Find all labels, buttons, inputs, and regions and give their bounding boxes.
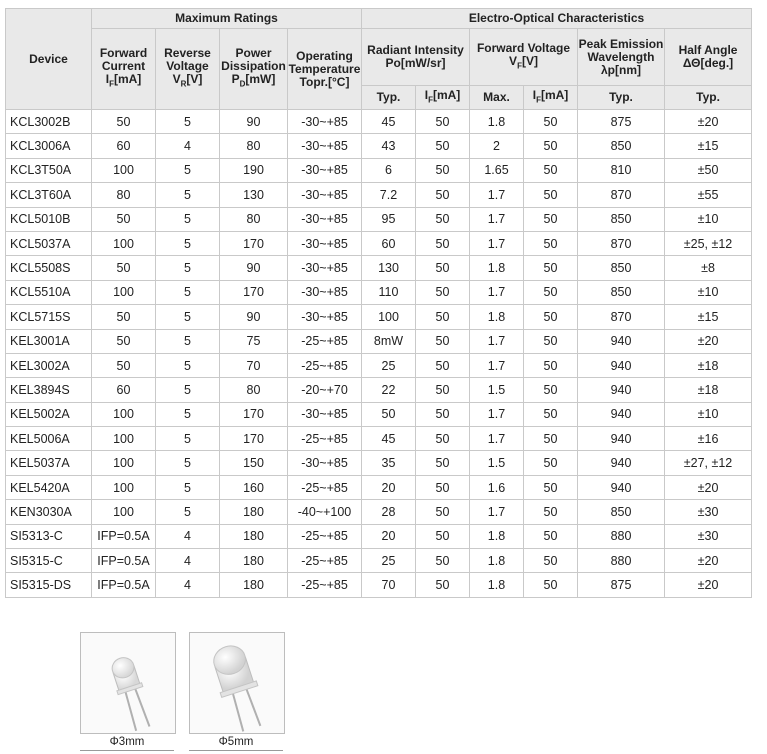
power-dissipation-cell: 70 bbox=[220, 353, 288, 377]
forward-voltage-cell: 1.6 bbox=[470, 475, 524, 499]
forward-current-cell: 100 bbox=[92, 402, 156, 426]
device-cell: KCL5715S bbox=[6, 305, 92, 329]
peak-wavelength-cell: 875 bbox=[578, 573, 665, 597]
radiant-intensity-cell: 130 bbox=[362, 256, 416, 280]
reverse-voltage-cell: 5 bbox=[156, 500, 220, 524]
forward-current-cell: IFP=0.5A bbox=[92, 549, 156, 573]
operating-temp-cell: -25~+85 bbox=[288, 524, 362, 548]
forward-current-cell: 50 bbox=[92, 353, 156, 377]
operating-temp-cell: -40~+100 bbox=[288, 500, 362, 524]
device-cell: KCL3T60A bbox=[6, 183, 92, 207]
header-forward-voltage: Forward Voltage $V_F[V]$ bbox=[470, 29, 578, 86]
half-angle-cell: ±10 bbox=[665, 207, 752, 231]
device-cell: KEL3001A bbox=[6, 329, 92, 353]
half-angle-cell: ±18 bbox=[665, 378, 752, 402]
vf-if-cell: 50 bbox=[524, 158, 578, 182]
header-power-dissipation: Power Dissipation $P_D[mW]$ bbox=[220, 29, 288, 110]
power-dissipation-cell: 180 bbox=[220, 500, 288, 524]
forward-current-cell: 50 bbox=[92, 207, 156, 231]
device-cell: KEL5002A bbox=[6, 402, 92, 426]
reverse-voltage-cell: 5 bbox=[156, 305, 220, 329]
peak-wavelength-cell: 850 bbox=[578, 280, 665, 304]
table-row bbox=[6, 402, 752, 426]
radiant-intensity-cell: 50 bbox=[362, 402, 416, 426]
peak-wavelength-cell: 850 bbox=[578, 500, 665, 524]
table-row bbox=[6, 158, 752, 182]
device-cell: KCL5037A bbox=[6, 231, 92, 255]
device-cell: KCL5510A bbox=[6, 280, 92, 304]
table-row bbox=[6, 353, 752, 377]
table-row bbox=[6, 378, 752, 402]
forward-voltage-cell: 1.7 bbox=[470, 183, 524, 207]
vf-if-cell: 50 bbox=[524, 207, 578, 231]
radiant-intensity-cell: 6 bbox=[362, 158, 416, 182]
subheader-wl-typ: Typ. bbox=[578, 86, 665, 110]
operating-temp-cell: -25~+85 bbox=[288, 475, 362, 499]
radiant-intensity-cell: 22 bbox=[362, 378, 416, 402]
led-3mm-photo bbox=[80, 632, 176, 734]
subheader-po-if: $I_F[mA]$ bbox=[416, 86, 470, 110]
radiant-intensity-cell: 70 bbox=[362, 573, 416, 597]
reverse-voltage-cell: 5 bbox=[156, 256, 220, 280]
power-dissipation-cell: 160 bbox=[220, 475, 288, 499]
forward-voltage-cell: 1.5 bbox=[470, 378, 524, 402]
device-cell: SI5315-DS bbox=[6, 573, 92, 597]
radiant-intensity-cell: 20 bbox=[362, 475, 416, 499]
power-dissipation-cell: 130 bbox=[220, 183, 288, 207]
forward-voltage-cell: 1.8 bbox=[470, 305, 524, 329]
table-row bbox=[6, 183, 752, 207]
header-radiant-intensity: Radiant Intensity Po[mW/sr] bbox=[362, 29, 470, 86]
forward-voltage-cell: 1.5 bbox=[470, 451, 524, 475]
po-if-cell: 50 bbox=[416, 158, 470, 182]
header-forward-current: Forward Current $I_F[mA]$ bbox=[92, 29, 156, 110]
vf-if-cell: 50 bbox=[524, 475, 578, 499]
operating-temp-cell: -20~+70 bbox=[288, 378, 362, 402]
table-row bbox=[6, 549, 752, 573]
forward-current-cell: 50 bbox=[92, 305, 156, 329]
power-dissipation-cell: 80 bbox=[220, 378, 288, 402]
radiant-intensity-cell: 20 bbox=[362, 524, 416, 548]
vf-if-cell: 50 bbox=[524, 231, 578, 255]
power-dissipation-cell: 170 bbox=[220, 280, 288, 304]
forward-current-cell: 100 bbox=[92, 500, 156, 524]
operating-temp-cell: -30~+85 bbox=[288, 231, 362, 255]
half-angle-cell: ±55 bbox=[665, 183, 752, 207]
po-if-cell: 50 bbox=[416, 305, 470, 329]
po-if-cell: 50 bbox=[416, 427, 470, 451]
peak-wavelength-cell: 870 bbox=[578, 183, 665, 207]
forward-voltage-cell: 1.8 bbox=[470, 573, 524, 597]
subheader-po-typ: Typ. bbox=[362, 86, 416, 110]
forward-voltage-cell: 1.7 bbox=[470, 353, 524, 377]
reverse-voltage-cell: 5 bbox=[156, 402, 220, 426]
power-dissipation-cell: 190 bbox=[220, 158, 288, 182]
forward-voltage-cell: 1.8 bbox=[470, 110, 524, 134]
device-cell: KCL5010B bbox=[6, 207, 92, 231]
peak-wavelength-cell: 940 bbox=[578, 475, 665, 499]
vf-if-cell: 50 bbox=[524, 329, 578, 353]
radiant-intensity-cell: 45 bbox=[362, 110, 416, 134]
device-cell: KEN3030A bbox=[6, 500, 92, 524]
po-if-cell: 50 bbox=[416, 110, 470, 134]
peak-wavelength-cell: 940 bbox=[578, 329, 665, 353]
po-if-cell: 50 bbox=[416, 207, 470, 231]
half-angle-cell: ±10 bbox=[665, 280, 752, 304]
table-row bbox=[6, 231, 752, 255]
forward-voltage-cell: 1.7 bbox=[470, 500, 524, 524]
header-device: Device bbox=[6, 9, 92, 110]
led-5mm-photo bbox=[189, 632, 285, 734]
po-if-cell: 50 bbox=[416, 231, 470, 255]
reverse-voltage-cell: 5 bbox=[156, 475, 220, 499]
half-angle-cell: ±50 bbox=[665, 158, 752, 182]
device-cell: KCL3006A bbox=[6, 134, 92, 158]
vf-if-cell: 50 bbox=[524, 402, 578, 426]
forward-current-cell: 50 bbox=[92, 256, 156, 280]
operating-temp-cell: -25~+85 bbox=[288, 573, 362, 597]
po-if-cell: 50 bbox=[416, 353, 470, 377]
radiant-intensity-cell: 25 bbox=[362, 549, 416, 573]
led-3mm-caption: Φ3mm bbox=[80, 736, 174, 751]
vf-if-cell: 50 bbox=[524, 280, 578, 304]
peak-wavelength-cell: 850 bbox=[578, 256, 665, 280]
table-row bbox=[6, 207, 752, 231]
led-3mm-icon bbox=[81, 633, 175, 733]
half-angle-cell: ±30 bbox=[665, 524, 752, 548]
radiant-intensity-cell: 8mW bbox=[362, 329, 416, 353]
reverse-voltage-cell: 5 bbox=[156, 231, 220, 255]
vf-if-cell: 50 bbox=[524, 183, 578, 207]
radiant-intensity-cell: 25 bbox=[362, 353, 416, 377]
reverse-voltage-cell: 5 bbox=[156, 353, 220, 377]
reverse-voltage-cell: 5 bbox=[156, 427, 220, 451]
peak-wavelength-cell: 940 bbox=[578, 427, 665, 451]
half-angle-cell: ±16 bbox=[665, 427, 752, 451]
forward-voltage-cell: 1.7 bbox=[470, 207, 524, 231]
po-if-cell: 50 bbox=[416, 183, 470, 207]
half-angle-cell: ±20 bbox=[665, 573, 752, 597]
forward-voltage-cell: 1.8 bbox=[470, 549, 524, 573]
vf-if-cell: 50 bbox=[524, 110, 578, 134]
reverse-voltage-cell: 5 bbox=[156, 158, 220, 182]
table-row bbox=[6, 500, 752, 524]
device-cell: KEL5037A bbox=[6, 451, 92, 475]
power-dissipation-cell: 170 bbox=[220, 231, 288, 255]
reverse-voltage-cell: 5 bbox=[156, 183, 220, 207]
po-if-cell: 50 bbox=[416, 500, 470, 524]
led-spec-table bbox=[5, 8, 752, 598]
half-angle-cell: ±15 bbox=[665, 134, 752, 158]
table-row bbox=[6, 573, 752, 597]
forward-current-cell: 60 bbox=[92, 378, 156, 402]
half-angle-cell: ±20 bbox=[665, 475, 752, 499]
peak-wavelength-cell: 875 bbox=[578, 110, 665, 134]
header-reverse-voltage: Reverse Voltage $V_R[V]$ bbox=[156, 29, 220, 110]
table-row bbox=[6, 427, 752, 451]
peak-wavelength-cell: 940 bbox=[578, 402, 665, 426]
half-angle-cell: ±30 bbox=[665, 500, 752, 524]
half-angle-cell: ±8 bbox=[665, 256, 752, 280]
table-row bbox=[6, 329, 752, 353]
forward-voltage-cell: 1.7 bbox=[470, 402, 524, 426]
forward-current-cell: IFP=0.5A bbox=[92, 573, 156, 597]
power-dissipation-cell: 75 bbox=[220, 329, 288, 353]
device-cell: KEL5420A bbox=[6, 475, 92, 499]
forward-voltage-cell: 1.7 bbox=[470, 280, 524, 304]
power-dissipation-cell: 90 bbox=[220, 256, 288, 280]
half-angle-cell: ±27, ±12 bbox=[665, 451, 752, 475]
half-angle-cell: ±20 bbox=[665, 549, 752, 573]
table-row bbox=[6, 451, 752, 475]
reverse-voltage-cell: 5 bbox=[156, 110, 220, 134]
forward-current-cell: 100 bbox=[92, 451, 156, 475]
forward-current-cell: 100 bbox=[92, 158, 156, 182]
forward-current-cell: 60 bbox=[92, 134, 156, 158]
power-dissipation-cell: 170 bbox=[220, 427, 288, 451]
power-dissipation-cell: 80 bbox=[220, 207, 288, 231]
device-cell: KCL3T50A bbox=[6, 158, 92, 182]
half-angle-cell: ±10 bbox=[665, 402, 752, 426]
forward-current-cell: 50 bbox=[92, 110, 156, 134]
forward-current-cell: IFP=0.5A bbox=[92, 524, 156, 548]
reverse-voltage-cell: 4 bbox=[156, 549, 220, 573]
peak-wavelength-cell: 870 bbox=[578, 231, 665, 255]
reverse-voltage-cell: 5 bbox=[156, 329, 220, 353]
po-if-cell: 50 bbox=[416, 402, 470, 426]
po-if-cell: 50 bbox=[416, 280, 470, 304]
forward-current-cell: 100 bbox=[92, 427, 156, 451]
table-row bbox=[6, 305, 752, 329]
operating-temp-cell: -30~+85 bbox=[288, 110, 362, 134]
radiant-intensity-cell: 7.2 bbox=[362, 183, 416, 207]
forward-voltage-cell: 1.8 bbox=[470, 524, 524, 548]
operating-temp-cell: -30~+85 bbox=[288, 183, 362, 207]
vf-if-cell: 50 bbox=[524, 256, 578, 280]
operating-temp-cell: -30~+85 bbox=[288, 158, 362, 182]
po-if-cell: 50 bbox=[416, 134, 470, 158]
device-cell: KEL3002A bbox=[6, 353, 92, 377]
table-row bbox=[6, 134, 752, 158]
reverse-voltage-cell: 5 bbox=[156, 451, 220, 475]
reverse-voltage-cell: 4 bbox=[156, 573, 220, 597]
power-dissipation-cell: 170 bbox=[220, 402, 288, 426]
peak-wavelength-cell: 940 bbox=[578, 378, 665, 402]
vf-if-cell: 50 bbox=[524, 500, 578, 524]
forward-voltage-cell: 1.8 bbox=[470, 256, 524, 280]
operating-temp-cell: -30~+85 bbox=[288, 402, 362, 426]
vf-if-cell: 50 bbox=[524, 524, 578, 548]
po-if-cell: 50 bbox=[416, 475, 470, 499]
vf-if-cell: 50 bbox=[524, 305, 578, 329]
subheader-angle-typ: Typ. bbox=[665, 86, 752, 110]
po-if-cell: 50 bbox=[416, 573, 470, 597]
radiant-intensity-cell: 43 bbox=[362, 134, 416, 158]
table-row bbox=[6, 110, 752, 134]
radiant-intensity-cell: 60 bbox=[362, 231, 416, 255]
forward-voltage-cell: 1.65 bbox=[470, 158, 524, 182]
led-5mm-caption: Φ5mm bbox=[189, 736, 283, 751]
device-cell: SI5313-C bbox=[6, 524, 92, 548]
forward-current-cell: 100 bbox=[92, 280, 156, 304]
subheader-vf-max: Max. bbox=[470, 86, 524, 110]
peak-wavelength-cell: 940 bbox=[578, 451, 665, 475]
po-if-cell: 50 bbox=[416, 549, 470, 573]
table-row bbox=[6, 524, 752, 548]
operating-temp-cell: -30~+85 bbox=[288, 207, 362, 231]
peak-wavelength-cell: 850 bbox=[578, 207, 665, 231]
header-half-angle: Half Angle ΔΘ[deg.] bbox=[665, 29, 752, 86]
radiant-intensity-cell: 28 bbox=[362, 500, 416, 524]
half-angle-cell: ±20 bbox=[665, 329, 752, 353]
forward-voltage-cell: 1.7 bbox=[470, 427, 524, 451]
header-operating-temperature: Operating Temperature Topr.[°C] bbox=[288, 29, 362, 110]
forward-voltage-cell: 2 bbox=[470, 134, 524, 158]
power-dissipation-cell: 90 bbox=[220, 305, 288, 329]
power-dissipation-cell: 180 bbox=[220, 549, 288, 573]
vf-if-cell: 50 bbox=[524, 134, 578, 158]
po-if-cell: 50 bbox=[416, 329, 470, 353]
vf-if-cell: 50 bbox=[524, 451, 578, 475]
reverse-voltage-cell: 4 bbox=[156, 524, 220, 548]
device-cell: KEL3894S bbox=[6, 378, 92, 402]
table-row bbox=[6, 280, 752, 304]
half-angle-cell: ±18 bbox=[665, 353, 752, 377]
device-cell: KEL5006A bbox=[6, 427, 92, 451]
reverse-voltage-cell: 5 bbox=[156, 207, 220, 231]
radiant-intensity-cell: 35 bbox=[362, 451, 416, 475]
header-electro-optical: Electro-Optical Characteristics bbox=[362, 9, 752, 29]
po-if-cell: 50 bbox=[416, 256, 470, 280]
forward-current-cell: 100 bbox=[92, 231, 156, 255]
reverse-voltage-cell: 4 bbox=[156, 134, 220, 158]
half-angle-cell: ±20 bbox=[665, 110, 752, 134]
operating-temp-cell: -30~+85 bbox=[288, 280, 362, 304]
power-dissipation-cell: 150 bbox=[220, 451, 288, 475]
peak-wavelength-cell: 880 bbox=[578, 524, 665, 548]
device-cell: SI5315-C bbox=[6, 549, 92, 573]
operating-temp-cell: -30~+85 bbox=[288, 256, 362, 280]
forward-voltage-cell: 1.7 bbox=[470, 329, 524, 353]
po-if-cell: 50 bbox=[416, 378, 470, 402]
device-cell: KCL5508S bbox=[6, 256, 92, 280]
table-row bbox=[6, 475, 752, 499]
radiant-intensity-cell: 95 bbox=[362, 207, 416, 231]
radiant-intensity-cell: 110 bbox=[362, 280, 416, 304]
half-angle-cell: ±15 bbox=[665, 305, 752, 329]
reverse-voltage-cell: 5 bbox=[156, 378, 220, 402]
radiant-intensity-cell: 45 bbox=[362, 427, 416, 451]
device-cell: KCL3002B bbox=[6, 110, 92, 134]
operating-temp-cell: -30~+85 bbox=[288, 134, 362, 158]
forward-current-cell: 80 bbox=[92, 183, 156, 207]
vf-if-cell: 50 bbox=[524, 353, 578, 377]
operating-temp-cell: -30~+85 bbox=[288, 305, 362, 329]
forward-current-cell: 100 bbox=[92, 475, 156, 499]
peak-wavelength-cell: 810 bbox=[578, 158, 665, 182]
peak-wavelength-cell: 940 bbox=[578, 353, 665, 377]
operating-temp-cell: -30~+85 bbox=[288, 451, 362, 475]
vf-if-cell: 50 bbox=[524, 549, 578, 573]
power-dissipation-cell: 180 bbox=[220, 573, 288, 597]
vf-if-cell: 50 bbox=[524, 427, 578, 451]
operating-temp-cell: -25~+85 bbox=[288, 427, 362, 451]
header-peak-wavelength: Peak Emission Wavelength λp[nm] bbox=[578, 29, 665, 86]
po-if-cell: 50 bbox=[416, 451, 470, 475]
table-row bbox=[6, 256, 752, 280]
peak-wavelength-cell: 880 bbox=[578, 549, 665, 573]
vf-if-cell: 50 bbox=[524, 573, 578, 597]
header-max-ratings: Maximum Ratings bbox=[92, 9, 362, 29]
led-5mm-icon bbox=[190, 633, 284, 733]
vf-if-cell: 50 bbox=[524, 378, 578, 402]
table-body bbox=[6, 110, 752, 598]
radiant-intensity-cell: 100 bbox=[362, 305, 416, 329]
peak-wavelength-cell: 850 bbox=[578, 134, 665, 158]
operating-temp-cell: -25~+85 bbox=[288, 329, 362, 353]
forward-voltage-cell: 1.7 bbox=[470, 231, 524, 255]
operating-temp-cell: -25~+85 bbox=[288, 549, 362, 573]
power-dissipation-cell: 80 bbox=[220, 134, 288, 158]
po-if-cell: 50 bbox=[416, 524, 470, 548]
power-dissipation-cell: 180 bbox=[220, 524, 288, 548]
operating-temp-cell: -25~+85 bbox=[288, 353, 362, 377]
subheader-vf-if: $I_F[mA]$ bbox=[524, 86, 578, 110]
half-angle-cell: ±25, ±12 bbox=[665, 231, 752, 255]
power-dissipation-cell: 90 bbox=[220, 110, 288, 134]
reverse-voltage-cell: 5 bbox=[156, 280, 220, 304]
forward-current-cell: 50 bbox=[92, 329, 156, 353]
peak-wavelength-cell: 870 bbox=[578, 305, 665, 329]
